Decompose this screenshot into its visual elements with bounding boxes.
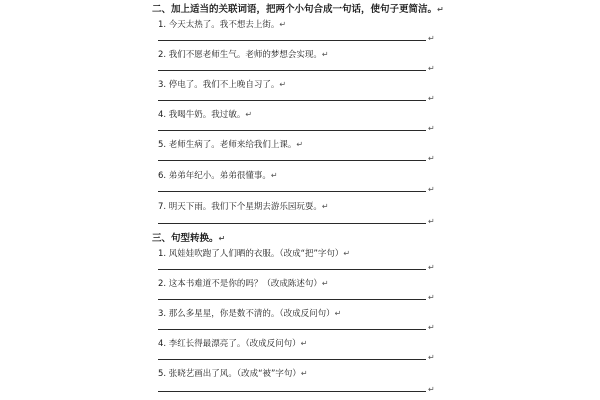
s3-question-5 bbox=[158, 369, 308, 380]
s3-question-3 bbox=[158, 309, 341, 320]
s3-question-4 bbox=[158, 339, 307, 350]
paragraph-mark: ↵ bbox=[300, 339, 308, 348]
s2-question-5 bbox=[158, 140, 303, 151]
s3-answer-line-4[interactable] bbox=[158, 359, 426, 360]
section-2-title-text: 二、加上适当的关联词语，把两个小句合成一句话，使句子更简洁。 bbox=[152, 4, 438, 15]
paragraph-mark: ↵ bbox=[428, 263, 435, 272]
paragraph-mark: ↵ bbox=[437, 5, 444, 14]
s2-question-6 bbox=[158, 171, 278, 182]
s2-answer-line-5[interactable] bbox=[158, 160, 426, 161]
s2-question-2 bbox=[158, 50, 329, 61]
paragraph-mark: ↵ bbox=[428, 185, 435, 194]
paragraph-mark: ↵ bbox=[428, 293, 435, 302]
s3-answer-line-1[interactable] bbox=[158, 269, 426, 270]
s3-question-5-text: 5. 张晓艺画出了风。（改成“被”字句） bbox=[158, 369, 301, 379]
paragraph-mark: ↵ bbox=[279, 20, 287, 29]
paragraph-mark: ↵ bbox=[245, 110, 253, 119]
s3-question-1 bbox=[158, 249, 350, 260]
s2-question-2-text: 2. 我们不愿老师生气。老师的梦想会实现。 bbox=[158, 50, 322, 60]
paragraph-mark: ↵ bbox=[428, 64, 435, 73]
paragraph-mark: ↵ bbox=[270, 171, 278, 180]
s3-answer-line-2[interactable] bbox=[158, 299, 426, 300]
s2-question-4-text: 4. 我喝牛奶。我过敏。 bbox=[158, 110, 246, 120]
s2-question-1 bbox=[158, 20, 286, 31]
s2-question-7-text: 7. 明天下雨。我们下个星期去游乐园玩耍。 bbox=[158, 202, 322, 212]
s3-question-4-text: 4. 李红长得最漂亮了。（改成反问句） bbox=[158, 339, 301, 349]
paragraph-mark: ↵ bbox=[428, 94, 435, 103]
s2-question-4 bbox=[158, 110, 252, 121]
paragraph-mark: ↵ bbox=[428, 385, 435, 394]
s2-answer-line-6[interactable] bbox=[158, 191, 426, 192]
paragraph-mark: ↵ bbox=[428, 217, 435, 226]
paragraph-mark: ↵ bbox=[296, 140, 304, 149]
s3-question-1-text: 1. 风娃娃吹跑了人们晒的衣服。（改成“把”字句） bbox=[158, 249, 344, 259]
paragraph-mark: ↵ bbox=[218, 234, 226, 243]
s2-question-5-text: 5. 老师生病了。老师来给我们上课。 bbox=[158, 140, 297, 150]
s2-question-6-text: 6. 弟弟年纪小。弟弟很懂事。 bbox=[158, 171, 271, 181]
paragraph-mark: ↵ bbox=[428, 154, 435, 163]
s3-question-2-text: 2. 这本书难道不是你的吗？（改成陈述句） bbox=[158, 279, 322, 289]
s3-answer-line-5[interactable] bbox=[158, 391, 426, 392]
paragraph-mark: ↵ bbox=[334, 309, 342, 318]
paragraph-mark: ↵ bbox=[279, 80, 287, 89]
s2-question-7 bbox=[158, 202, 329, 213]
paragraph-mark: ↵ bbox=[321, 279, 329, 288]
s2-answer-line-7[interactable] bbox=[158, 223, 426, 224]
s2-question-3-text: 3. 停电了。我们不上晚自习了。 bbox=[158, 80, 280, 90]
paragraph-mark: ↵ bbox=[321, 50, 329, 59]
paragraph-mark: ↵ bbox=[428, 353, 435, 362]
section-3-title-text: 三、句型转换。 bbox=[152, 233, 219, 244]
paragraph-mark: ↵ bbox=[428, 34, 435, 43]
paragraph-mark: ↵ bbox=[343, 249, 351, 258]
s2-question-3 bbox=[158, 80, 286, 91]
paragraph-mark: ↵ bbox=[321, 202, 329, 211]
s3-question-2 bbox=[158, 279, 329, 290]
section-2-title bbox=[152, 4, 444, 16]
s2-answer-line-4[interactable] bbox=[158, 130, 426, 131]
paragraph-mark: ↵ bbox=[428, 124, 435, 133]
s2-answer-line-1[interactable] bbox=[158, 40, 426, 41]
s3-answer-line-3[interactable] bbox=[158, 329, 426, 330]
s2-answer-line-2[interactable] bbox=[158, 70, 426, 71]
paragraph-mark: ↵ bbox=[428, 323, 435, 332]
s2-question-1-text: 1. 今天太热了。我不想去上街。 bbox=[158, 20, 280, 30]
s2-answer-line-3[interactable] bbox=[158, 100, 426, 101]
s3-question-3-text: 3. 那么多星星，你是数不清的。（改成反问句） bbox=[158, 309, 335, 319]
section-3-title bbox=[152, 233, 225, 245]
paragraph-mark: ↵ bbox=[300, 369, 308, 378]
